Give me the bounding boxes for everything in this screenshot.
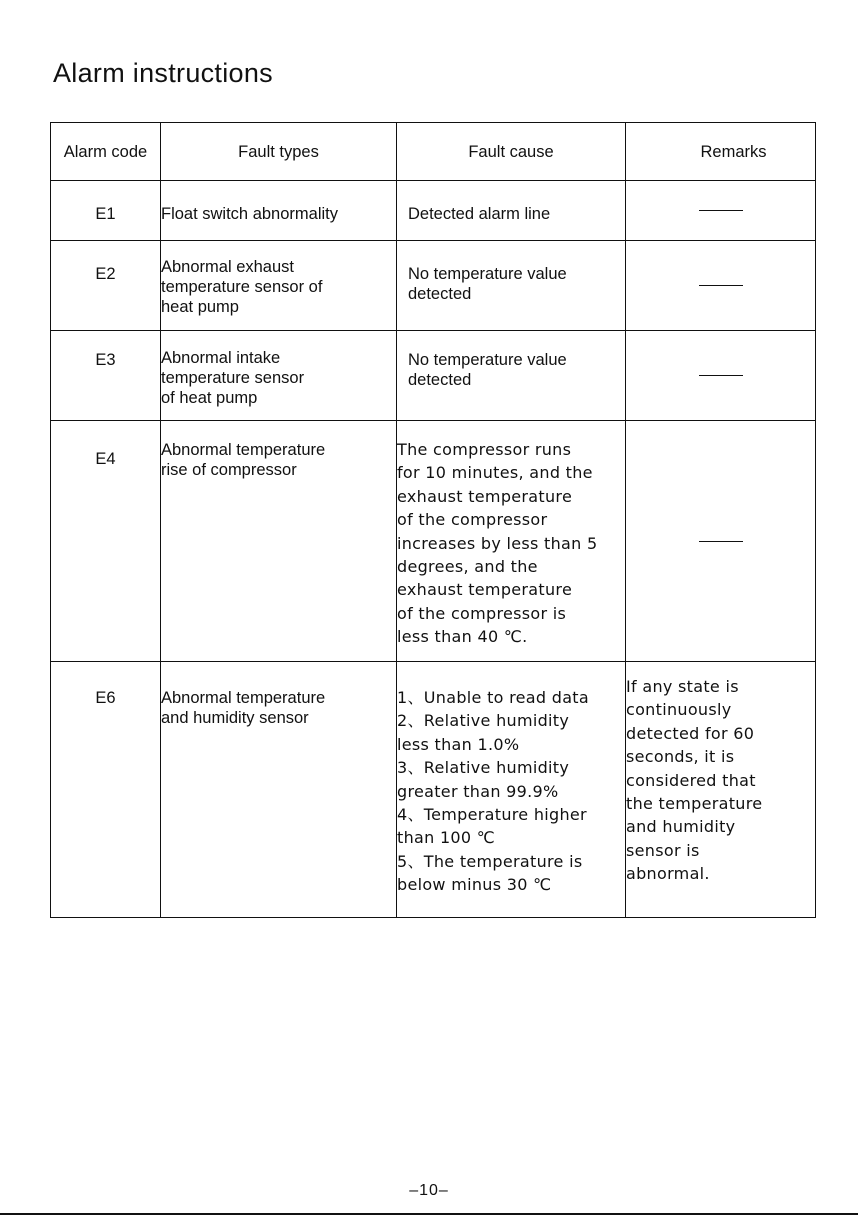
fault-cause-line: 5、The temperature is [397, 851, 583, 871]
fault-type-cell [161, 241, 397, 331]
header-fault-cause: Fault cause [397, 123, 626, 181]
fault-cause-line: than 100 ℃ [397, 828, 496, 848]
fault-cause-line: for 10 minutes, and the [397, 463, 593, 483]
remarks-cell [626, 331, 816, 421]
fault-cause-cell [397, 331, 626, 421]
remarks-line: detected for 60 [626, 723, 755, 743]
fault-cause-line: detected [408, 285, 472, 303]
table-row [51, 421, 816, 662]
fault-cause-line: No temperature value [408, 265, 567, 283]
table-header-row [51, 123, 816, 181]
remarks-line: considered that [626, 770, 756, 790]
fault-cause-line: less than 40 ℃. [397, 627, 528, 647]
fault-cause-line: 2、Relative humidity [397, 711, 570, 731]
fault-type-cell [161, 331, 397, 421]
alarm-code-cell: E6 [51, 662, 161, 918]
alarm-code-cell: E4 [51, 421, 161, 662]
fault-type-cell: Float switch abnormality [161, 181, 397, 241]
fault-type-line: Abnormal temperature [161, 689, 326, 707]
page-title: Alarm instructions [53, 58, 273, 88]
fault-cause-cell [397, 181, 626, 241]
fault-cause-line: Detected alarm line [408, 205, 551, 223]
fault-cause-cell [397, 662, 626, 918]
fault-type-line: Abnormal exhaust [161, 258, 294, 276]
fault-cause-line: exhaust temperature [397, 580, 573, 600]
no-remark-dash [699, 541, 743, 542]
fault-type-line: Abnormal temperature [161, 441, 326, 459]
no-remark-dash [699, 210, 743, 211]
bottom-divider [0, 1213, 858, 1215]
fault-cause-line: increases by less than 5 [397, 533, 598, 553]
header-remarks: Remarks [626, 123, 816, 181]
fault-type-line: and humidity sensor [161, 709, 309, 727]
fault-cause-line: 3、Relative humidity [397, 758, 570, 778]
fault-cause-line: 4、Temperature higher [397, 805, 587, 825]
remarks-line: If any state is [626, 677, 739, 696]
table-row [51, 181, 816, 241]
remarks-line: and humidity [626, 817, 736, 837]
alarm-code-cell: E1 [51, 181, 161, 241]
fault-type-line: rise of compressor [161, 461, 297, 479]
fault-type-cell [161, 662, 397, 918]
no-remark-dash [699, 285, 743, 286]
fault-type-line: temperature sensor [161, 369, 305, 387]
fault-type-line: Abnormal intake [161, 349, 281, 367]
remarks-line: continuously [626, 700, 732, 720]
remarks-cell [626, 241, 816, 331]
remarks-line: sensor is [626, 840, 700, 860]
fault-type-line: of heat pump [161, 389, 258, 407]
fault-cause-cell [397, 241, 626, 331]
fault-cause-line: less than 1.0% [397, 734, 520, 754]
fault-cause-line: No temperature value [408, 351, 567, 369]
fault-type-cell [161, 421, 397, 662]
fault-cause-line: exhaust temperature [397, 486, 573, 506]
table-row [51, 241, 816, 331]
alarm-table [50, 122, 816, 918]
page-number: –10– [409, 1182, 449, 1199]
remarks-cell [626, 181, 816, 241]
no-remark-dash [699, 375, 743, 376]
fault-cause-line: of the compressor [397, 510, 548, 530]
fault-type-line: heat pump [161, 298, 239, 316]
header-alarm-code: Alarm code [51, 123, 161, 181]
fault-cause-line: of the compressor is [397, 603, 567, 623]
fault-cause-line: The compressor runs [397, 440, 572, 459]
fault-cause-line: below minus 30 ℃ [397, 875, 552, 895]
fault-cause-line: degrees, and the [397, 557, 538, 577]
fault-cause-line: 1、Unable to read data [397, 688, 589, 707]
table-row [51, 662, 816, 918]
remarks-cell [626, 662, 816, 918]
fault-type-line: temperature sensor of [161, 278, 323, 296]
fault-cause-line: detected [408, 371, 472, 389]
remarks-line: abnormal. [626, 864, 710, 884]
alarm-code-cell: E3 [51, 331, 161, 421]
remarks-cell [626, 421, 816, 662]
header-fault-types: Fault types [161, 123, 397, 181]
remarks-line: seconds, it is [626, 747, 735, 767]
remarks-line: the temperature [626, 794, 763, 814]
fault-cause-cell [397, 421, 626, 662]
table-row [51, 331, 816, 421]
fault-cause-line: greater than 99.9% [397, 781, 559, 801]
alarm-code-cell: E2 [51, 241, 161, 331]
